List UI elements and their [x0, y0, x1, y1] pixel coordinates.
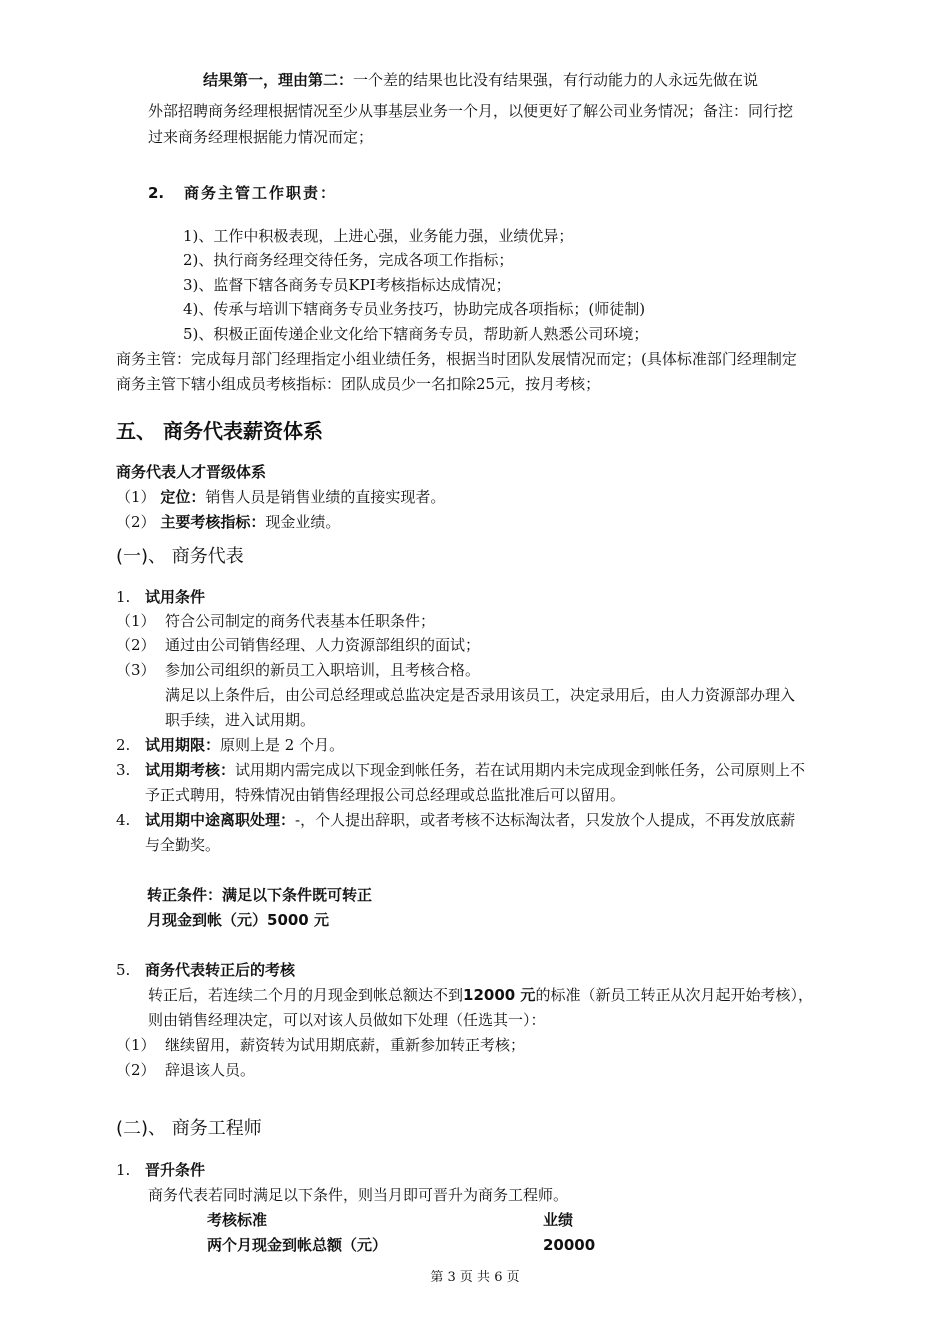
after-item-1: 继续留用，薪资转为试用期底薪，重新参加转正考核； — [165, 1036, 526, 1054]
table-cell-criteria: 两个月现金到帐总额（元） — [207, 1236, 388, 1254]
positioning-text: 销售人员是销售业绩的直接实现者。 — [205, 488, 446, 506]
regular-condition-1: 转正条件：满足以下条件既可转正 — [147, 886, 373, 904]
after-item-2: 辞退该人员。 — [165, 1061, 256, 1079]
trial-item-2: 通过由公司销售经理、人力资源部组织的面试； — [165, 636, 481, 654]
after-line-1 — [148, 985, 813, 1005]
motto-line — [203, 70, 758, 90]
trial-note-1: 满足以上条件后，由公司总经理或总监决定是否录用该员工，决定录用后，由人力资源部办理入 — [165, 686, 796, 704]
after-heading: 商务代表转正后的考核 — [145, 961, 296, 979]
trial-note-2: 职手续，进入试用期。 — [165, 711, 316, 729]
section-5-heading: 五、 商务代表薪资体系 — [116, 419, 323, 443]
supervisor-duty-4: 4)、传承与培训下辖商务专员业务技巧，协助完成各项指标；(师徒制) — [183, 300, 646, 318]
assess-text-1: 试用期内需完成以下现金到帐任务，若在试用期内未完成现金到帐任务，公司原则上不 — [235, 761, 806, 779]
kpi-line — [116, 512, 340, 532]
promo-heading: 晋升条件 — [145, 1161, 206, 1179]
trial-heading: 试用条件 — [145, 588, 206, 606]
after-number: 5. — [116, 961, 131, 979]
leave-text-2: 与全勤奖。 — [145, 836, 221, 854]
recruit-text-1: 外部招聘商务经理根据情况至少从事基层业务一个月，以便更好了解公司业务情况；备注：同行挖 — [148, 102, 794, 120]
promo-number: 1. — [116, 1161, 131, 1179]
kpi-text: 现金业绩。 — [265, 513, 341, 531]
leave-line-1 — [145, 810, 795, 830]
period-label: 试用期限： — [145, 736, 221, 754]
supervisor-duty-3: 3)、监督下辖各商务专员KPI考核指标达成情况； — [183, 276, 511, 294]
assess-number: 3. — [116, 761, 131, 779]
regular-condition-2: 月现金到帐（元）5000 元 — [147, 911, 329, 929]
table-header-performance: 业绩 — [543, 1211, 574, 1229]
leave-label: 试用期中途离职处理： — [145, 811, 296, 829]
motto-text: 一个差的结果也比没有结果强，有行动能力的人永远先做在说 — [353, 71, 759, 89]
trial-number: 1. — [116, 588, 131, 606]
kpi-label: 主要考核指标： — [160, 513, 266, 531]
engineer-heading: (二)、 商务工程师 — [116, 1118, 262, 1139]
motto-bold: 结果第一，理由第二： — [203, 71, 354, 89]
promo-text: 商务代表若同时满足以下条件，则当月即可晋升为商务工程师。 — [148, 1186, 569, 1204]
positioning-number: （1） — [116, 488, 156, 506]
table-header-criteria: 考核标准 — [207, 1211, 268, 1229]
recruit-text-2: 过来商务经理根据能力情况而定； — [148, 128, 374, 146]
after-item-1-number: （1） — [116, 1036, 156, 1054]
page-footer: 第 3 页 共 6 页 — [430, 1270, 520, 1285]
supervisor-duty-5: 5)、积极正面传递企业文化给下辖商务专员，帮助新人熟悉公司环境； — [183, 325, 649, 343]
supervisor-note-2: 商务主管下辖小组成员考核指标：团队成员少一名扣除25元，按月考核； — [116, 375, 601, 393]
positioning-line — [116, 487, 445, 507]
trial-item-1: 符合公司制定的商务代表基本任职条件； — [165, 612, 436, 630]
rep-heading: (一)、 商务代表 — [116, 546, 244, 567]
after-item-2-number: （2） — [116, 1061, 156, 1079]
after-text-1a: 转正后，若连续二个月的月现金到帐总额达不到 — [148, 986, 464, 1004]
assess-line-1 — [145, 760, 805, 780]
trial-item-2-number: （2） — [116, 636, 156, 654]
leave-text-1: -，个人提出辞职，或者考核不达标淘汰者，只发放个人提成，不再发放底薪 — [295, 811, 796, 829]
supervisor-duty-2: 2)、执行商务经理交待任务，完成各项工作指标； — [183, 251, 514, 269]
supervisor-duty-1: 1)、工作中积极表现，上进心强，业务能力强，业绩优异； — [183, 227, 574, 245]
section-5-subheading: 商务代表人才晋级体系 — [116, 463, 267, 481]
supervisor-heading-number: 2. — [148, 184, 165, 202]
supervisor-heading: 商务主管工作职责： — [184, 184, 338, 202]
after-amount: 12000 元 — [463, 986, 536, 1004]
supervisor-note-1: 商务主管：完成每月部门经理指定小组业绩任务，根据当时团队发展情况而定；(具体标准部门经理制定 — [116, 350, 797, 368]
positioning-label: 定位： — [160, 488, 206, 506]
assess-label: 试用期考核： — [145, 761, 236, 779]
table-cell-value: 20000 — [543, 1236, 596, 1254]
kpi-number: （2） — [116, 513, 156, 531]
assess-text-2: 予正式聘用，特殊情况由销售经理报公司总经理或总监批准后可以留用。 — [145, 786, 626, 804]
trial-item-1-number: （1） — [116, 612, 156, 630]
after-text-2: 则由销售经理决定，可以对该人员做如下处理（任选其一）： — [148, 1011, 546, 1029]
trial-item-3-number: （3） — [116, 661, 156, 679]
trial-item-3: 参加公司组织的新员工入职培训，且考核合格。 — [165, 661, 481, 679]
after-text-1c: 的标准（新员工转正从次月起开始考核）， — [535, 986, 813, 1004]
period-line — [145, 735, 344, 755]
period-text: 原则上是 2 个月。 — [220, 736, 345, 754]
period-number: 2. — [116, 736, 131, 754]
leave-number: 4. — [116, 811, 131, 829]
